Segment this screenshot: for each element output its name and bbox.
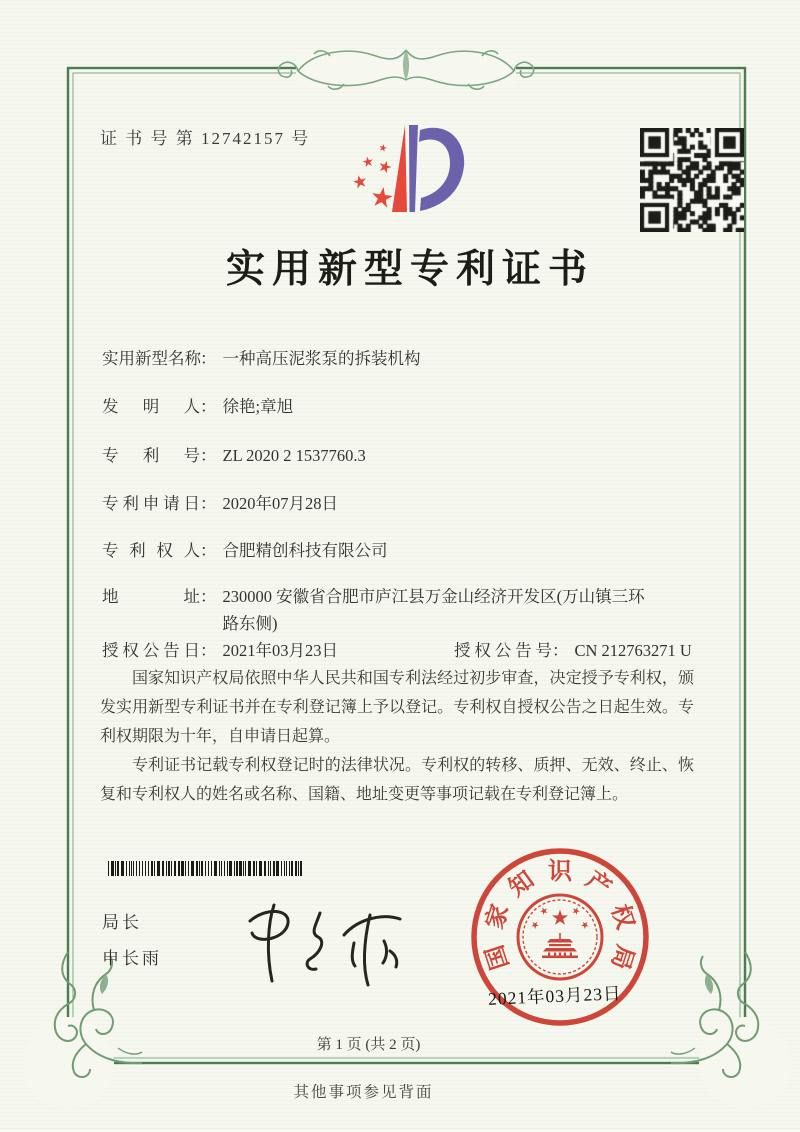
field-value: 2020年07月28日 [222,494,338,513]
certificate-title: 实用新型专利证书 [225,248,594,291]
colon: ： [200,541,217,560]
field-value: 一种高压泥浆泵的拆装机构 [222,349,421,368]
colon: ： [200,446,217,465]
barcode [108,861,306,877]
colon: ： [200,397,217,416]
field-label: 专 利 申 请 日 [102,494,200,513]
qr-code [640,128,744,232]
field-value: 2021年03月23日 [222,641,338,660]
field-label: 发 明 人 [102,397,200,416]
field-row-patentee [102,537,696,564]
field-grant-no [454,637,692,664]
field-value: 合肥精创科技有限公司 [222,541,388,560]
seal-char: 权 [605,901,638,933]
seal-char: 国 [482,941,515,973]
field-label: 实 用 新 型 名 称 [102,349,201,368]
field-row-grant [102,637,696,664]
field-label: 专 利 权 人 [102,541,200,560]
signer-name: 申长雨 [102,949,162,968]
cnipa-logo [338,112,470,234]
field-row-patent-no [102,442,696,469]
seal-date: 2021年03月23日 [487,983,622,1009]
signer-title: 局长 [102,913,142,932]
seal-char: 局 [605,941,638,973]
colon: ： [200,494,217,513]
seal-char: 知 [504,866,540,902]
field-value: 徐艳;章旭 [222,397,294,416]
field-row-inventor [102,393,696,420]
certificate-number: 证 书 号 第 12742157 号 [100,129,311,148]
field-value: 230000 安徽省合肥市庐江县万金山经济开发区(万山镇三环路东侧) [222,587,645,633]
legal-paragraph: 国家知识产权局依照中华人民共和国专利法经过初步审查，决定授予专利权，颁发实用新型专利证书并在专利登记簿上予以登记。专利权自授权公告之日起生效。专利权期限为十年，自申请日起算。 [100,670,694,745]
logo-stars-icon [352,143,394,208]
logo-p-bowl [419,128,464,211]
field-row-filing-date [102,490,696,517]
seal-char: 家 [482,901,515,933]
field-value: ZL 2020 2 1537760.3 [222,446,366,465]
colon: ： [552,641,569,660]
logo-red-wedge [392,125,407,212]
back-side-note: 其他事项参见背面 [293,1084,434,1101]
national-emblem-icon [518,895,602,979]
field-label: 地 址 [102,587,200,606]
legal-paragraph: 专利证书记载专利权登记时的法律状况。专利权的转移、质押、无效、终止、恢复和专利权人的姓名或名称、国籍、地址变更等事项记载在专利登记簿上。 [100,757,694,803]
field-label: 专 利 号 [102,446,200,465]
field-row-name [102,345,696,372]
colon: ： [200,587,217,606]
field-label: 授 权 公 告 号 [454,641,552,660]
field-label: 授 权 公 告 日 [102,641,200,660]
colon: ： [200,641,217,660]
legal-text [100,664,694,809]
seal-char: 产 [580,866,616,902]
signature-handwriting [232,893,412,993]
field-value: CN 212763271 U [574,641,692,660]
seal-char: 识 [548,859,572,885]
logo-p-stem [409,125,418,212]
page-number: 第 1 页 (共 2 页) [316,1037,421,1053]
colon: ： [200,349,217,368]
field-row-address [102,583,696,637]
